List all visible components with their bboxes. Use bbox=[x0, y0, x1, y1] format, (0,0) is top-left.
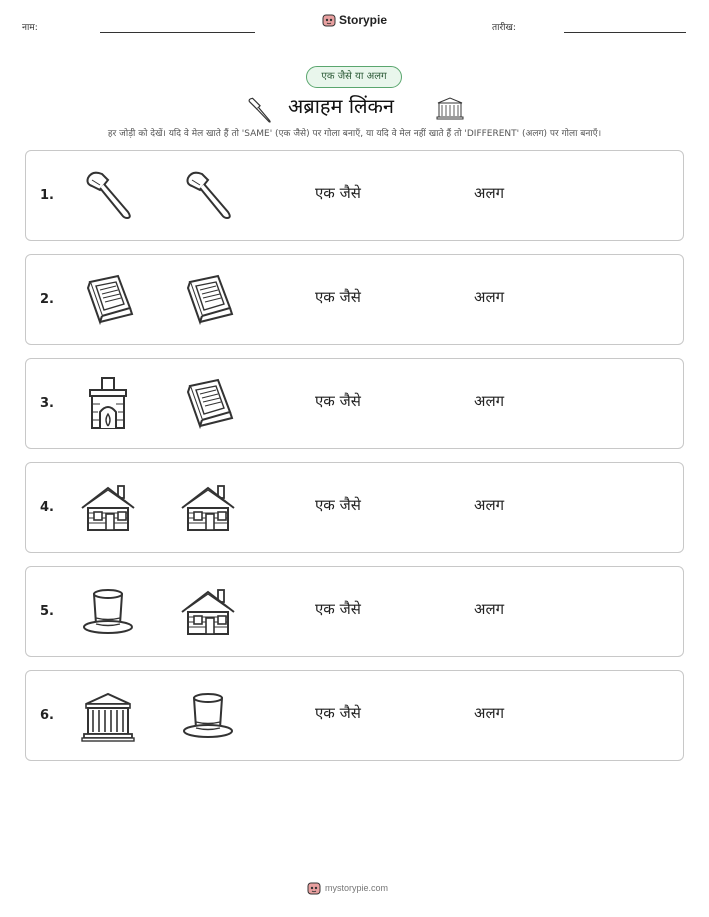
row-number: 3. bbox=[40, 396, 54, 411]
worksheet-row bbox=[25, 462, 684, 553]
name-label: नाम: bbox=[22, 23, 38, 33]
footer bbox=[307, 881, 388, 895]
worksheet-row bbox=[25, 566, 684, 657]
brand-name: Storypie bbox=[339, 13, 388, 27]
row-number: 5. bbox=[40, 604, 54, 619]
page-title: अब्राहम लिंकन bbox=[288, 94, 395, 118]
worksheet-row bbox=[25, 150, 684, 241]
same-option[interactable]: एक जैसे bbox=[315, 704, 361, 722]
fireplace-icon bbox=[80, 376, 136, 432]
name-input-line[interactable] bbox=[100, 32, 255, 33]
footer-url[interactable]: mystorypie.com bbox=[325, 883, 389, 893]
different-option[interactable]: अलग bbox=[474, 496, 505, 514]
storypie-mascot-icon bbox=[307, 881, 321, 895]
book-icon bbox=[180, 272, 236, 328]
top-hat-icon bbox=[80, 584, 136, 640]
top-hat-icon bbox=[180, 688, 236, 744]
worksheet-row bbox=[25, 670, 684, 761]
worksheet-type-badge: एक जैसे या अलग bbox=[306, 66, 402, 88]
storypie-mascot-icon bbox=[322, 13, 336, 27]
row-number: 1. bbox=[40, 188, 54, 203]
worksheet-row bbox=[25, 358, 684, 449]
worksheet-row bbox=[25, 254, 684, 345]
same-option[interactable]: एक जैसे bbox=[315, 288, 361, 306]
government-building-icon bbox=[80, 688, 136, 744]
log-cabin-icon bbox=[80, 480, 136, 536]
same-option[interactable]: एक जैसे bbox=[315, 392, 361, 410]
date-input-line[interactable] bbox=[564, 32, 686, 33]
instructions: हर जोड़ी को देखें। यदि वे मेल खाते हैं तो 'SAME' (एक जैसे) पर गोला बनाएँ, या यदि वे मेल नहीं खाते हैं तो 'DIFFERENT' (अलग) पर गोला बनाएँ। bbox=[107, 129, 602, 139]
brand-logo bbox=[322, 13, 387, 27]
book-icon bbox=[180, 376, 236, 432]
same-option[interactable]: एक जैसे bbox=[315, 600, 361, 618]
same-option[interactable]: एक जैसे bbox=[315, 184, 361, 202]
axe-icon bbox=[180, 168, 236, 224]
date-label: तारीख: bbox=[492, 23, 516, 33]
row-number: 6. bbox=[40, 708, 54, 723]
same-option[interactable]: एक जैसे bbox=[315, 496, 361, 514]
different-option[interactable]: अलग bbox=[474, 288, 505, 306]
book-icon bbox=[80, 272, 136, 328]
axe-icon bbox=[244, 94, 274, 124]
row-number: 4. bbox=[40, 500, 54, 515]
different-option[interactable]: अलग bbox=[474, 600, 505, 618]
log-cabin-icon bbox=[180, 480, 236, 536]
row-number: 2. bbox=[40, 292, 54, 307]
different-option[interactable]: अलग bbox=[474, 704, 505, 722]
axe-icon bbox=[80, 168, 136, 224]
log-cabin-icon bbox=[180, 584, 236, 640]
different-option[interactable]: अलग bbox=[474, 184, 505, 202]
building-icon bbox=[436, 96, 464, 120]
different-option[interactable]: अलग bbox=[474, 392, 505, 410]
